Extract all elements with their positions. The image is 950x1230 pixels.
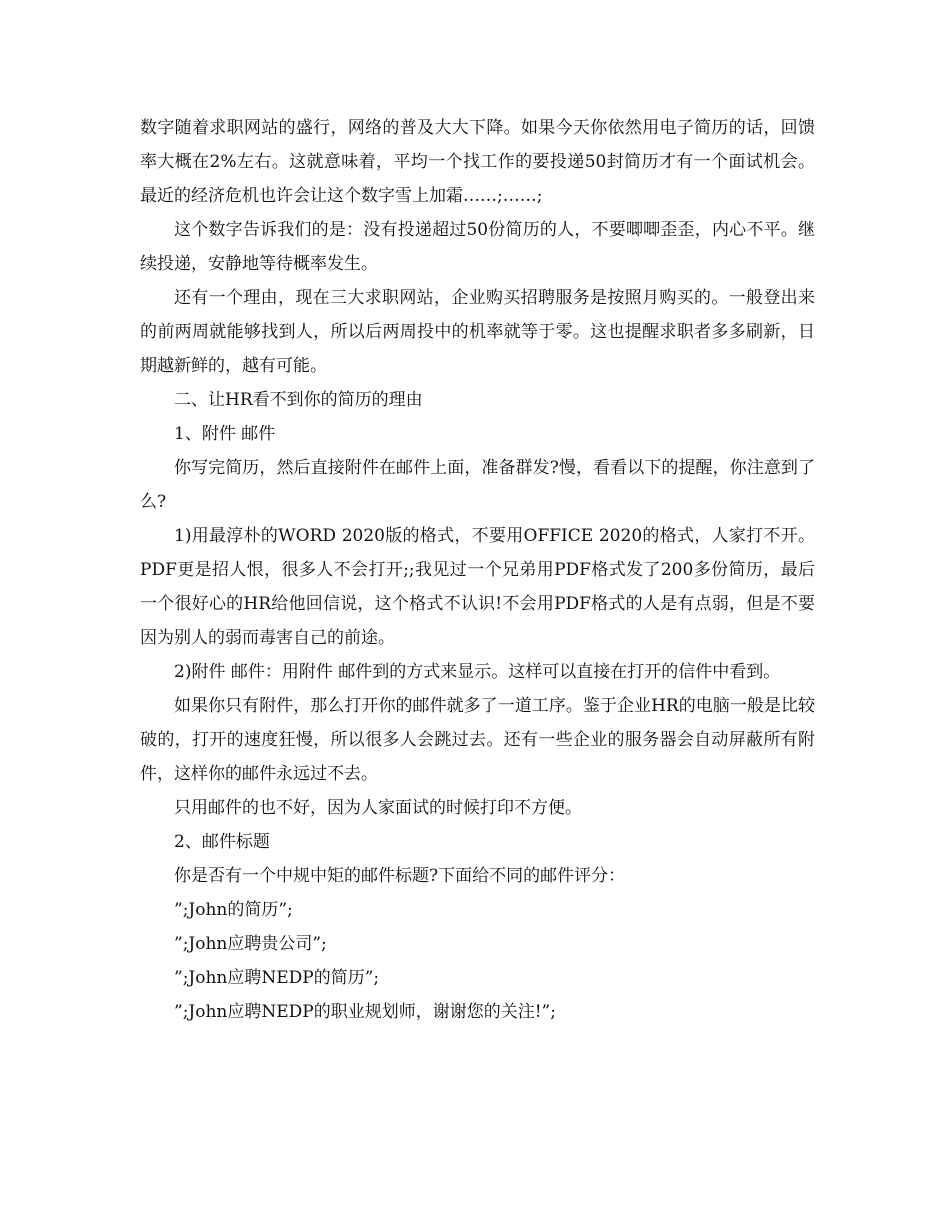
body-paragraph: 你是否有一个中规中矩的邮件标题?下面给不同的邮件评分： — [174, 866, 626, 886]
list-item: 2)附件 邮件：用附件 邮件到的方式来显示。这样可以直接在打开的信件中看到。 — [174, 662, 781, 682]
section-heading: 二、让HR看不到你的简历的理由 — [174, 390, 423, 410]
body-paragraph: 如果你只有附件，那么打开你的邮件就多了一道工序。鉴于企业HR的电脑一般是比较破的，打开的速度狂慢，所以很多人会跳过去。还有一些企业的服务器会自动屏蔽所有附件，这样你的邮件永远过不去。 — [140, 696, 815, 784]
document-body — [140, 111, 815, 1029]
subsection-heading: 1、附件 邮件 — [174, 424, 276, 444]
body-paragraph: 数字随着求职网站的盛行，网络的普及大大下降。如果今天你依然用电子简历的话，回馈率大概在2%左右。这就意味着，平均一个找工作的要投递50封简历才有一个面试机会。最近的经济危机也许会让这个数字雪上加霜……;……; — [140, 118, 815, 206]
list-item: 1)用最淳朴的WORD 2020版的格式，不要用OFFICE 2020的格式，人家打不开。PDF更是招人恨，很多人不会打开;;我见过一个兄弟用PDF格式发了200多份简历，最后一个很好心的HR给他回信说，这个格式不认识!不会用PDF格式的人是有点弱，但是不要因为别人的弱而毒害自己的前途。 — [140, 526, 815, 648]
body-paragraph: 只用邮件的也不好，因为人家面试的时候打印不方便。 — [174, 798, 582, 818]
example-line: ”;John应聘贵公司”; — [174, 934, 327, 954]
example-line: ”;John应聘NEDP的职业规划师，谢谢您的关注!”; — [174, 1002, 556, 1022]
example-line: ”;John应聘NEDP的简历”; — [174, 968, 380, 988]
example-line: ”;John的简历”; — [174, 900, 293, 920]
body-paragraph: 这个数字告诉我们的是：没有投递超过50份简历的人，不要唧唧歪歪，内心不平。继续投递，安静地等待概率发生。 — [140, 220, 815, 274]
subsection-heading: 2、邮件标题 — [174, 832, 270, 852]
body-paragraph: 还有一个理由，现在三大求职网站，企业购买招聘服务是按照月购买的。一般登出来的前两周就能够找到人，所以后两周投中的机率就等于零。这也提醒求职者多多刷新，日期越新鲜的，越有可能。 — [140, 288, 815, 376]
body-paragraph: 你写完简历，然后直接附件在邮件上面，准备群发?慢，看看以下的提醒，你注意到了么? — [140, 458, 815, 512]
